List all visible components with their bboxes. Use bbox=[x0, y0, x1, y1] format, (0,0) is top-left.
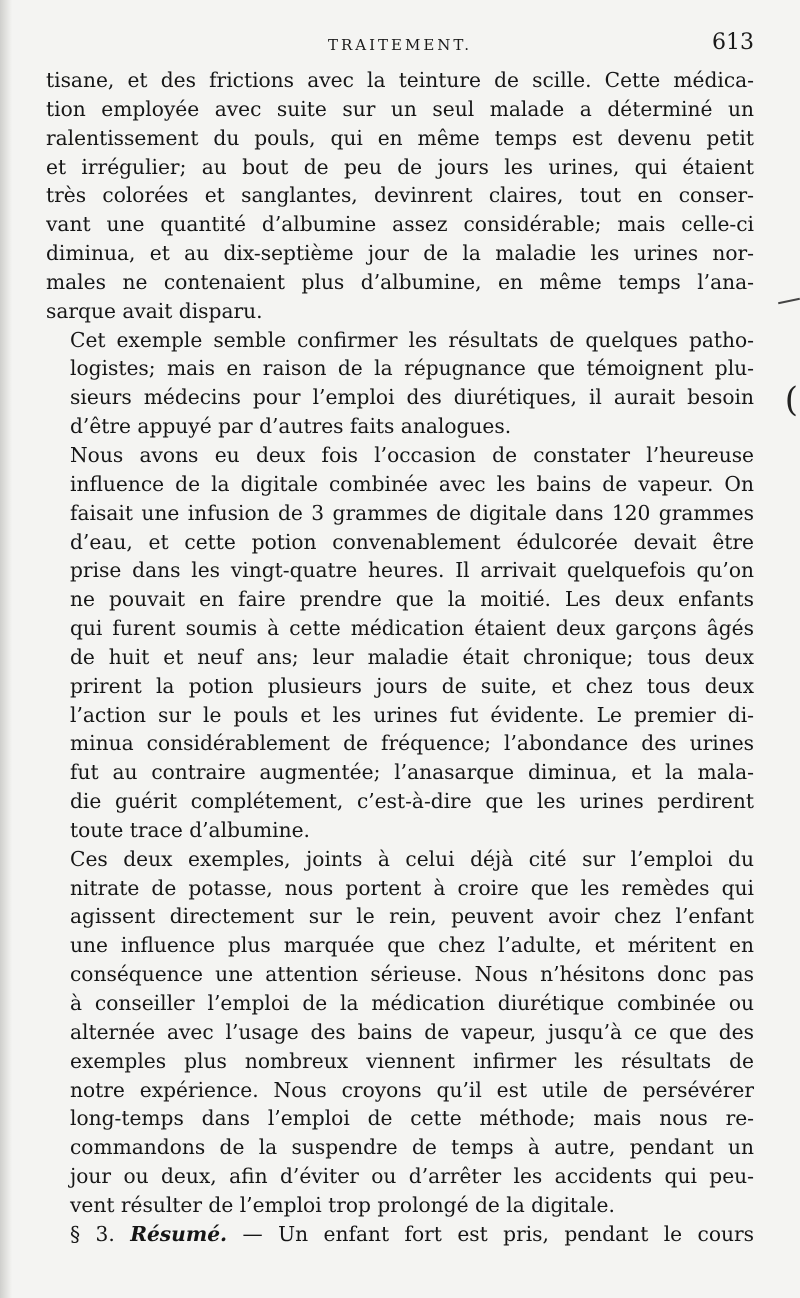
text-line: une influence plus marquée que chez l’adulte, et méritent en bbox=[70, 933, 754, 958]
text-line: males ne contenaient plus d’albumine, en même temps l’ana- bbox=[46, 269, 754, 294]
text-line: l’action sur le pouls et les urines fut évidente. Le premier di- bbox=[70, 702, 754, 727]
text-line: faisait une infusion de 3 grammes de digitale dans 120 grammes bbox=[70, 500, 754, 525]
text-line: et irrégulier; au bout de peu de jours les urines, qui étaient bbox=[46, 154, 754, 179]
text-line: vent résulter de l’emploi trop prolongé de la digitale. bbox=[70, 1192, 615, 1217]
text-line: toute trace d’albumine. bbox=[70, 817, 310, 842]
text-line: influence de la digitale combinée avec les bains de vapeur. On bbox=[70, 471, 754, 496]
text-line: long-temps dans l’emploi de cette méthode; mais nous re- bbox=[70, 1106, 754, 1131]
text-line: sieurs médecins pour l’emploi des diurétiques, il aurait besoin bbox=[70, 385, 754, 410]
text-line: exemples plus nombreux viennent infirmer les résultats de bbox=[70, 1048, 754, 1073]
text-line: alternée avec l’usage des bains de vapeur, jusqu’à ce que des bbox=[70, 1019, 754, 1044]
margin-mark bbox=[778, 298, 800, 305]
text-line: tion employée avec suite sur un seul malade a déterminé un bbox=[46, 96, 754, 121]
text-line: vant une quantité d’albumine assez considérable; mais celle-ci bbox=[46, 212, 754, 237]
page-gutter-shadow bbox=[0, 0, 12, 1298]
page-number: 613 bbox=[712, 30, 754, 55]
text-line: notre expérience. Nous croyons qu’il est utile de persévérer bbox=[70, 1077, 754, 1102]
section-mark: § 3. bbox=[70, 1221, 115, 1246]
text-line: sarque avait disparu. bbox=[46, 298, 263, 323]
text-line: ne pouvait en faire prendre que la moitié. Les deux enfants bbox=[70, 587, 754, 612]
text-line: diminua, et au dix-septième jour de la maladie les urines nor- bbox=[46, 241, 754, 266]
text-line: commandons de la suspendre de temps à autre, pendant un bbox=[70, 1135, 754, 1160]
section-start-paragraph bbox=[46, 1220, 754, 1249]
text-line: d’eau, et cette potion convenablement édulcorée devait être bbox=[70, 529, 754, 554]
text-line: tisane, et des frictions avec la teinture de scille. Cette médica- bbox=[46, 68, 754, 92]
text-line: prise dans les vingt-quatre heures. Il arrivait quelquefois qu’on bbox=[70, 558, 754, 583]
section-heading: Résumé. bbox=[130, 1221, 228, 1246]
paragraph bbox=[46, 845, 754, 1220]
section-text: — Un enfant fort est pris, pendant le cours bbox=[242, 1221, 754, 1246]
text-line: nitrate de potasse, nous portent à croire que les remèdes qui bbox=[70, 875, 754, 900]
text-line: Cet exemple semble confirmer les résultats de quelques patho- bbox=[70, 327, 754, 352]
text-line: logistes; mais en raison de la répugnance que témoignent plu- bbox=[70, 356, 754, 381]
margin-paren-mark: ( bbox=[784, 380, 798, 420]
text-line: très colorées et sanglantes, devinrent claires, tout en conser- bbox=[46, 183, 754, 208]
body-text bbox=[46, 66, 754, 1249]
text-line: die guérit complétement, c’est-à-dire que les urines perdirent bbox=[70, 789, 754, 814]
text-line bbox=[46, 1220, 754, 1249]
text-line: prirent la potion plusieurs jours de suite, et chez tous deux bbox=[70, 673, 754, 698]
text-line: fut au contraire augmentée; l’anasarque diminua, et la mala- bbox=[70, 760, 754, 785]
text-line: ralentissement du pouls, qui en même temps est devenu petit bbox=[46, 125, 754, 150]
running-head: TRAITEMENT. bbox=[327, 36, 472, 54]
text-line: conséquence une attention sérieuse. Nous n’hésitons donc pas bbox=[70, 962, 754, 987]
text-line: qui furent soumis à cette médication étaient deux garçons âgés bbox=[70, 616, 754, 641]
paragraph bbox=[46, 326, 754, 441]
text-line: jour ou deux, afin d’éviter ou d’arrêter les accidents qui peu- bbox=[70, 1164, 754, 1189]
text-line: Nous avons eu deux fois l’occasion de constater l’heureuse bbox=[70, 442, 754, 467]
paragraph bbox=[46, 66, 754, 326]
text-line: Ces deux exemples, joints à celui déjà cité sur l’emploi du bbox=[70, 846, 754, 871]
text-line: agissent directement sur le rein, peuvent avoir chez l’enfant bbox=[70, 904, 754, 929]
text-line: de huit et neuf ans; leur maladie était chronique; tous deux bbox=[70, 644, 754, 669]
text-line: à conseiller l’emploi de la médication diurétique combinée ou bbox=[70, 991, 754, 1015]
paragraph bbox=[46, 441, 754, 845]
page-header bbox=[46, 30, 754, 60]
text-line: minua considérablement de fréquence; l’abondance des urines bbox=[70, 731, 754, 756]
text-line: d’être appuyé par d’autres faits analogues. bbox=[70, 414, 512, 439]
